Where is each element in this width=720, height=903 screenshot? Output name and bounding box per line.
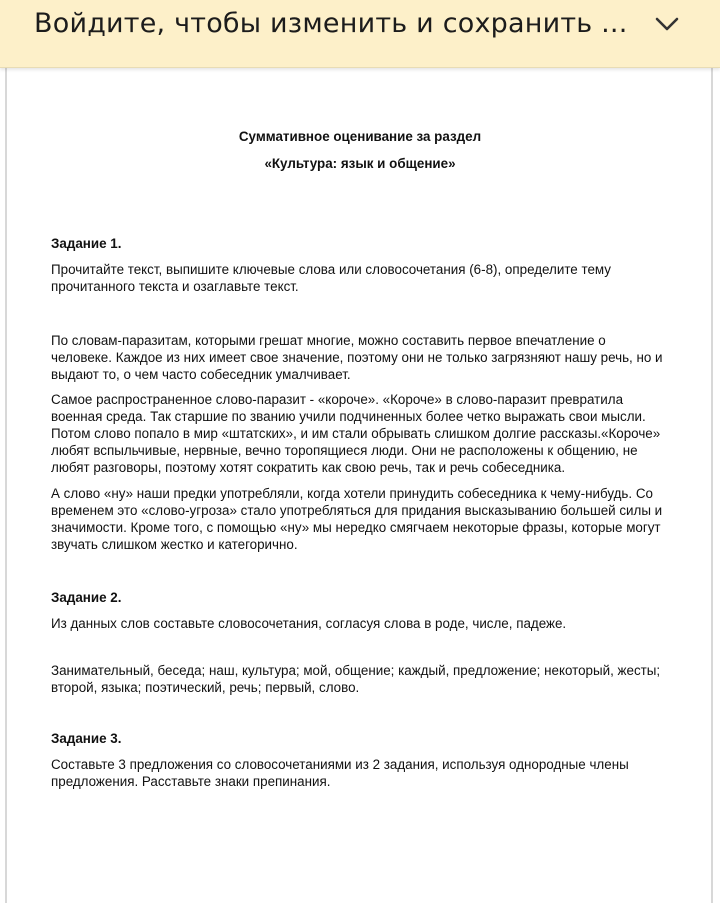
document-page [5, 68, 713, 903]
task1-text-paragraph-2: Самое распространенное слово-паразит - «короче». «Короче» в слово-паразит превратила военная среда. Так старшие по званию учили подчиненных более четко выражать свои мысли. Потом слово попало в мир «штатских», и им стали обрывать слишком долгие рассказы.«Короче» любят вспыльчивые, нервные, вечно торопящиеся люди. Они не расположены к общению, не любят разговоры, поэтому хотят сократить как свою речь, так и речь собеседника. [51, 392, 661, 475]
task2-word-list: Занимательный, беседа; наш, культура; мой, общение; каждый, предложение; некоторый, жесты; второй, языка; поэтический, речь; первый, слово. [51, 663, 661, 695]
task1-text-paragraph-1: По словам-паразитам, которыми грешат многие, можно составить первое впечатление о человеке. Каждое из них имеет свое значение, поэтому они не только загрязняют нашу речь, но и выдают то, о чем часто собеседник умалчивает. [51, 333, 663, 382]
task1-text-paragraph-3: А слово «ну» наши предки употребляли, когда хотели принудить собеседника к чему-нибудь. Со временем это «слово-угроза» стало употребляться для придания высказыванию большей силы и значимости. Кроме того, с помощью «ну» мы нередко смягчаем некоторые фразы, которые могут звучать слишком жестко и категорично. [51, 486, 663, 552]
document-subtitle: «Культура: язык и общение» [264, 156, 456, 171]
task1-instruction: Прочитайте текст, выпишите ключевые слова или словосочетания (6-8), определите тему прочитанного текста и озаглавьте текст. [51, 262, 611, 294]
task2-instruction: Из данных слов составьте словосочетания, согласуя слова в роде, числе, падеже. [51, 616, 567, 631]
document-title: Суммативное оценивание за раздел [238, 129, 482, 144]
task3-heading: Задание 3. [51, 731, 122, 746]
chevron-down-icon[interactable] [654, 14, 680, 34]
sign-in-banner-text[interactable]: Войдите, чтобы изменить и сохранить ... [34, 8, 628, 39]
document-body [51, 128, 669, 790]
task3-instruction: Составьте 3 предложения со словосочетаниями из 2 задания, используя однородные члены предложения. Расставьте знаки препинания. [51, 757, 629, 789]
sign-in-banner[interactable] [0, 0, 720, 68]
task2-heading: Задание 2. [51, 590, 122, 605]
task1-heading: Задание 1. [51, 236, 122, 251]
